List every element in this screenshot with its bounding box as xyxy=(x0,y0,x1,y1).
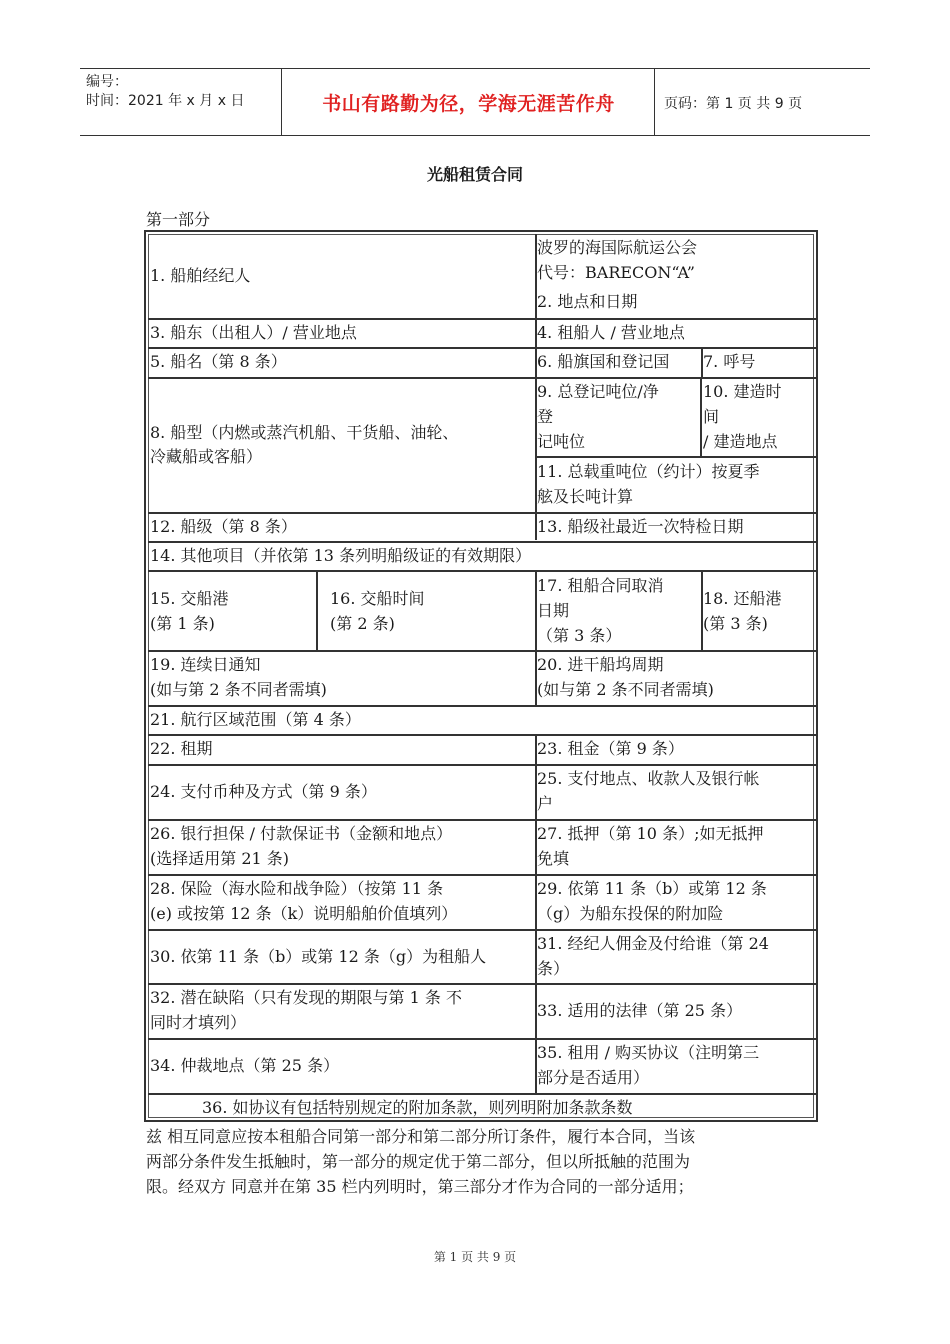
cell-35-hire-purchase-line1: 35. 租用 / 购买协议（注明第三 xyxy=(537,1043,760,1062)
cell-23-hire: 23. 租金（第 9 条） xyxy=(537,739,684,758)
cell-3-owner: 3. 船东（出租人）/ 营业地点 xyxy=(150,323,357,342)
cell-4-charterer: 4. 租船人 / 营业地点 xyxy=(537,323,685,342)
cell-13-survey-date: 13. 船级社最近一次特检日期 xyxy=(537,517,744,536)
table-rule xyxy=(148,650,818,652)
table-rule xyxy=(148,874,818,876)
cell-28-insurance-line2: (e) 或按第 12 条（k）说明船舶价值填列） xyxy=(150,904,458,923)
cell-19-notice-line2: (如与第 2 条不同者需填) xyxy=(150,680,327,699)
cell-35-hire-purchase-line2: 部分是否适用） xyxy=(537,1068,650,1087)
cell-9-tonnage-line3: 记吨位 xyxy=(537,432,586,451)
cell-1-broker: 1. 船舶经纪人 xyxy=(150,266,251,285)
header-divider xyxy=(654,69,655,135)
document-number-label: 编号： xyxy=(86,74,128,90)
cell-6-flag: 6. 船旗国和登记国 xyxy=(537,352,670,371)
cell-8-type-line1: 8. 船型（内燃或蒸汽机船、干货船、油轮、 xyxy=(150,423,459,442)
cell-16-delivery-time-line2: (第 2 条) xyxy=(330,614,395,633)
cell-14-other: 14. 其他项目（并依第 13 条列明船级证的有效期限） xyxy=(150,546,532,565)
cell-31-commission-line1: 31. 经纪人佣金及付给谁（第 24 xyxy=(537,934,769,953)
cell-28-insurance-line1: 28. 保险（海水险和战争险）（按第 11 条 xyxy=(150,879,444,898)
table-rule xyxy=(148,705,818,707)
table-rule xyxy=(700,378,702,457)
paragraph-line: 两部分条件发生抵触时，第一部分的规定优于第二部分，但以所抵触的范围为 xyxy=(146,1152,691,1171)
cell-org-name: 波罗的海国际航运公会 xyxy=(537,238,698,257)
cell-10-built-line2: 间 xyxy=(703,407,720,426)
cell-21-trading-limits: 21. 航行区域范围（第 4 条） xyxy=(150,710,361,729)
cell-11-dwt-line2: 舷及长吨计算 xyxy=(537,487,634,506)
cell-9-tonnage-line2: 登 xyxy=(537,407,554,426)
table-rule xyxy=(148,764,818,766)
cell-33-law: 33. 适用的法律（第 25 条） xyxy=(537,1001,743,1020)
cell-11-dwt-line1: 11. 总载重吨位（约计）按夏季 xyxy=(537,462,760,481)
cell-17-cancel-line3: （第 3 条） xyxy=(537,626,622,645)
document-time-label: 时间：2021 年 x 月 x 日 xyxy=(86,93,245,109)
cell-17-cancel-line1: 17. 租船合同取消 xyxy=(537,576,664,595)
table-rule xyxy=(148,929,818,931)
cell-5-vessel-name: 5. 船名（第 8 条） xyxy=(150,352,287,371)
cell-17-cancel-line2: 日期 xyxy=(537,601,570,620)
cell-2-place-date: 2. 地点和日期 xyxy=(537,292,638,311)
cell-20-drydock-line1: 20. 进干船坞周期 xyxy=(537,655,664,674)
header-motto: 书山有路勤为径，学海无涯苦作舟 xyxy=(322,93,615,115)
table-rule xyxy=(148,734,818,736)
part-label: 第一部分 xyxy=(146,210,211,229)
cell-32-latent-defects-line1: 32. 潜在缺陷（只有发现的期限与第 1 条 不 xyxy=(150,988,462,1007)
cell-20-drydock-line2: (如与第 2 条不同者需填) xyxy=(537,680,714,699)
table-rule xyxy=(148,1093,818,1095)
cell-27-mortgage-line2: 免填 xyxy=(537,849,570,868)
table-rule xyxy=(536,456,818,458)
cell-26-guarantee-line2: (选择适用第 21 条) xyxy=(150,849,290,868)
table-rule xyxy=(148,570,818,572)
cell-16-delivery-time-line1: 16. 交船时间 xyxy=(330,589,425,608)
table-rule xyxy=(316,570,318,650)
cell-19-notice-line1: 19. 连续日通知 xyxy=(150,655,261,674)
agreement-paragraph xyxy=(146,1124,826,1199)
paragraph-line: 兹 相互同意应按本租船合同第一部分和第二部分所订条件，履行本合同，当该 xyxy=(146,1127,696,1146)
cell-10-built-line1: 10. 建造时 xyxy=(703,382,782,401)
cell-26-guarantee-line1: 26. 银行担保 / 付款保证书（金额和地点） xyxy=(150,824,453,843)
cell-24-currency: 24. 支付币种及方式（第 9 条） xyxy=(150,782,377,801)
table-rule xyxy=(148,983,818,985)
cell-25-payment-line1: 25. 支付地点、收款人及银行帐 xyxy=(537,769,760,788)
document-title: 光船租赁合同 xyxy=(426,165,523,184)
cell-27-mortgage-line1: 27. 抵押（第 10 条）;如无抵押 xyxy=(537,824,764,843)
cell-18-redelivery-line1: 18. 还船港 xyxy=(703,589,782,608)
table-rule xyxy=(148,347,818,349)
header-page-info: 页码：第 1 页 共 9 页 xyxy=(664,96,803,112)
cell-9-tonnage-line1: 9. 总登记吨位/净 xyxy=(537,382,659,401)
cell-10-built-line3: / 建造地点 xyxy=(703,432,778,451)
table-rule xyxy=(148,512,818,514)
cell-25-payment-line2: 户 xyxy=(537,794,554,813)
table-rule xyxy=(148,541,818,543)
cell-30-charterer-insurance: 30. 依第 11 条（b）或第 12 条（g）为租船人 xyxy=(150,947,487,966)
table-rule xyxy=(148,1038,818,1040)
cell-org-code: 代号：BARECON“A” xyxy=(537,263,695,282)
cell-34-arbitration: 34. 仲裁地点（第 25 条） xyxy=(150,1056,340,1075)
charter-form-table xyxy=(144,230,818,1122)
cell-32-latent-defects-line2: 同时才填列） xyxy=(150,1013,247,1032)
cell-22-period: 22. 租期 xyxy=(150,739,213,758)
cell-12-class: 12. 船级（第 8 条） xyxy=(150,517,297,536)
cell-8-type-line2: 冷藏船或客船） xyxy=(150,447,263,466)
page-footer: 第 1 页 共 9 页 xyxy=(433,1250,517,1264)
cell-18-redelivery-line2: (第 3 条) xyxy=(703,614,768,633)
table-rule xyxy=(148,318,818,320)
header-meta xyxy=(86,73,282,111)
cell-31-commission-line2: 条） xyxy=(537,959,570,978)
cell-29-owner-insurance-line2: （g）为船东投保的附加险 xyxy=(537,904,724,923)
paragraph-line: 限。经双方 同意并在第 35 栏内列明时，第三部分才作为合同的一部分适用； xyxy=(146,1177,694,1196)
cell-7-call-sign: 7. 呼号 xyxy=(703,352,756,371)
cell-15-delivery-port-line2: (第 1 条) xyxy=(150,614,215,633)
cell-15-delivery-port-line1: 15. 交船港 xyxy=(150,589,229,608)
header-divider xyxy=(281,69,282,135)
page-header xyxy=(80,68,870,136)
cell-29-owner-insurance-line1: 29. 依第 11 条（b）或第 12 条 xyxy=(537,879,767,898)
table-rule xyxy=(148,819,818,821)
cell-36-additional-clauses: 36. 如协议有包括特别规定的附加条款，则列明附加条款条数 xyxy=(202,1098,633,1117)
table-rule xyxy=(148,377,818,379)
